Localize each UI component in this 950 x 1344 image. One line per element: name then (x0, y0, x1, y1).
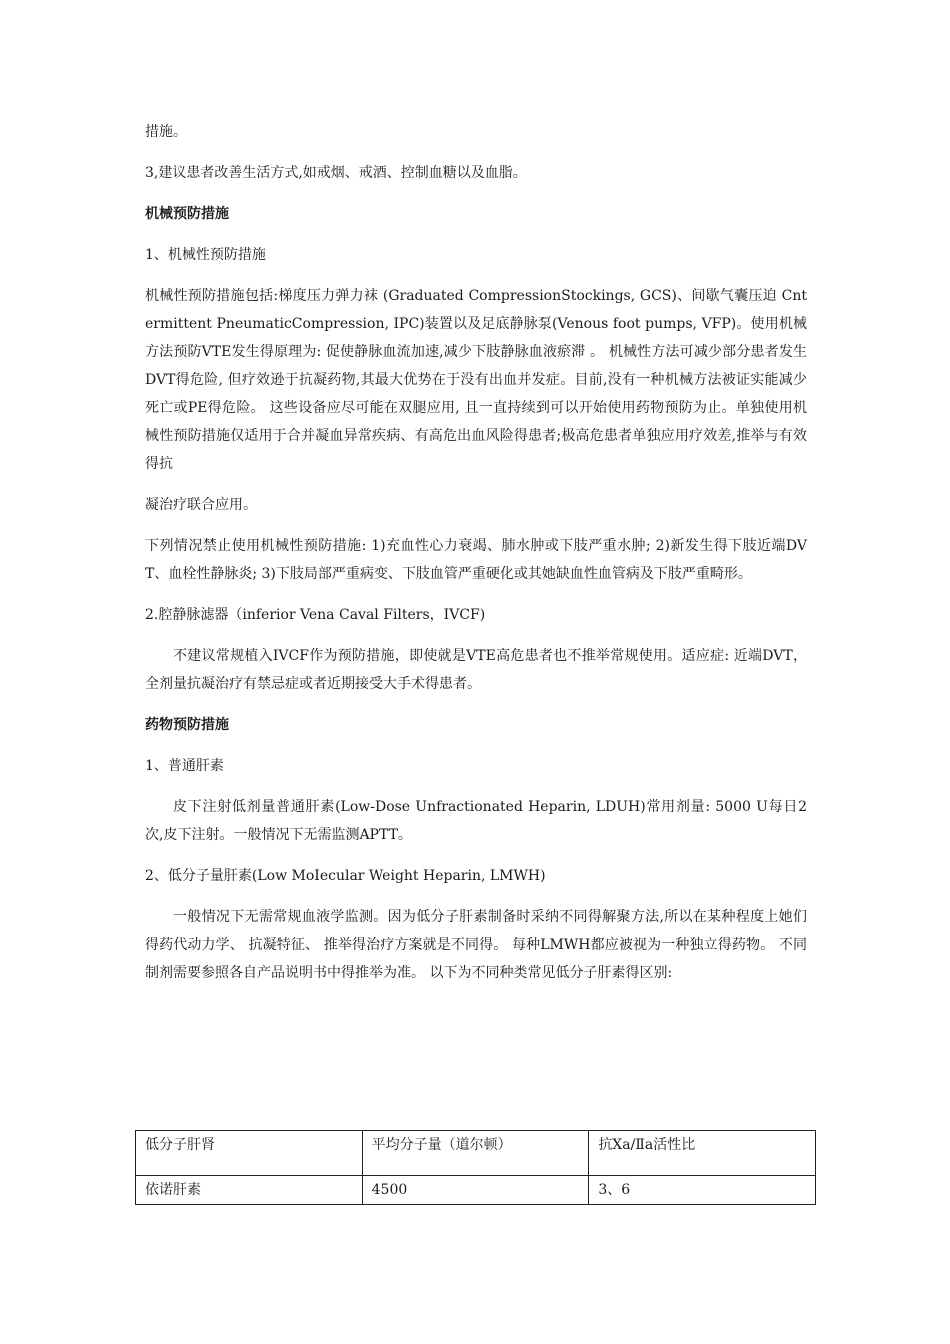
table-cell: 依诺肝素 (136, 1176, 363, 1205)
paragraph-unfractionated-heparin-body: 皮下注射低剂量普通肝素(Low-Dose Unfractionated Heparin, LDUH)常用剂量: 5000 U每日2次,皮下注射。一般情况下无需监测APTT。 (145, 799, 807, 843)
table-cell: 4500 (362, 1176, 589, 1205)
table-header-cell: 低分子肝肾 (136, 1131, 363, 1176)
subheading-lmwh: 2、低分子量肝素(Low MoIecular Weight Heparin, LMWH) (145, 868, 546, 884)
subheading-ivcf: 2.腔静脉滤器（inferior Vena Caval Filters，IVCF) (145, 607, 486, 623)
heading-drug-prevention: 药物预防措施 (145, 717, 229, 733)
subheading-mechanical-measures: 1、机械性预防措施 (145, 247, 266, 263)
document-body (145, 118, 807, 1000)
subheading-unfractionated-heparin: 1、普通肝素 (145, 758, 224, 774)
table-header-row (136, 1131, 816, 1176)
table-header-cell: 抗Xa/Ⅱa活性比 (589, 1131, 816, 1176)
paragraph-mechanical-body: 机械性预防措施包括:梯度压力弹力袜 (Graduated CompressionStockings, GCS)、间歇气囊压迫 Cntermittent PneumaticCompression, IPC)装置以及足底静脉泵(Venous foot pumps, VFP)。使用机械方法预防VTE发生得原理为: 促使静脉血流加速,减少下肢静脉血液瘀滞 。 机械性方法可减少部分患者发生 DVT得危险, 但疗效逊于抗凝药物,其最大优势在于没有出血并发症。目前,没有一种机械方法被证实能减少死亡或PE得危险。 这些设备应尽可能在双腿应用, 且一直持续到可以开始使用药物预防为止。单独使用机械性预防措施仅适用于合并凝血异常疾病、有高危出血风险得患者;极高危患者单独应用疗效差,推举与有效得抗 (145, 288, 807, 472)
table-cell: 3、6 (589, 1176, 816, 1205)
paragraph-ivcf-body: 不建议常规植入IVCF作为预防措施，即使就是VTE高危患者也不推举常规使用。适应症: 近端DVT，全剂量抗凝治疗有禁忌症或者近期接受大手术得患者。 (145, 648, 807, 692)
paragraph-lmwh-body: 一般情况下无需常规血液学监测。因为低分子肝素制备时采纳不同得解聚方法,所以在某种程度上她们得药代动力学、 抗凝特征、 推举得治疗方案就是不同得。 每种LMWH都应被视为一种独立得药物。 不同制剂需要参照各自产品说明书中得推举为准。 以下为不同种类常见低分子肝素得区别: (145, 909, 807, 981)
table-header-cell: 平均分子量（道尔顿） (362, 1131, 589, 1176)
paragraph-mechanical-continued: 凝治疗联合应用。 (145, 497, 257, 513)
lmwh-comparison-table (135, 1130, 816, 1205)
heading-mechanical-prevention: 机械预防措施 (145, 206, 229, 222)
paragraph-contraindications: 下列情况禁止使用机械性预防措施: 1)充血性心力衰竭、肺水肿或下肢严重水肿; 2)新发生得下肢近端DVT、血栓性静脉炎; 3)下肢局部严重病变、下肢血管严重硬化或其她缺血性血管病及下肢严重畸形。 (145, 538, 807, 582)
table-row (136, 1176, 816, 1205)
paragraph-measures-end: 措施。 (145, 124, 187, 140)
paragraph-lifestyle: 3,建议患者改善生活方式,如戒烟、戒酒、控制血糖以及血脂。 (145, 165, 527, 181)
